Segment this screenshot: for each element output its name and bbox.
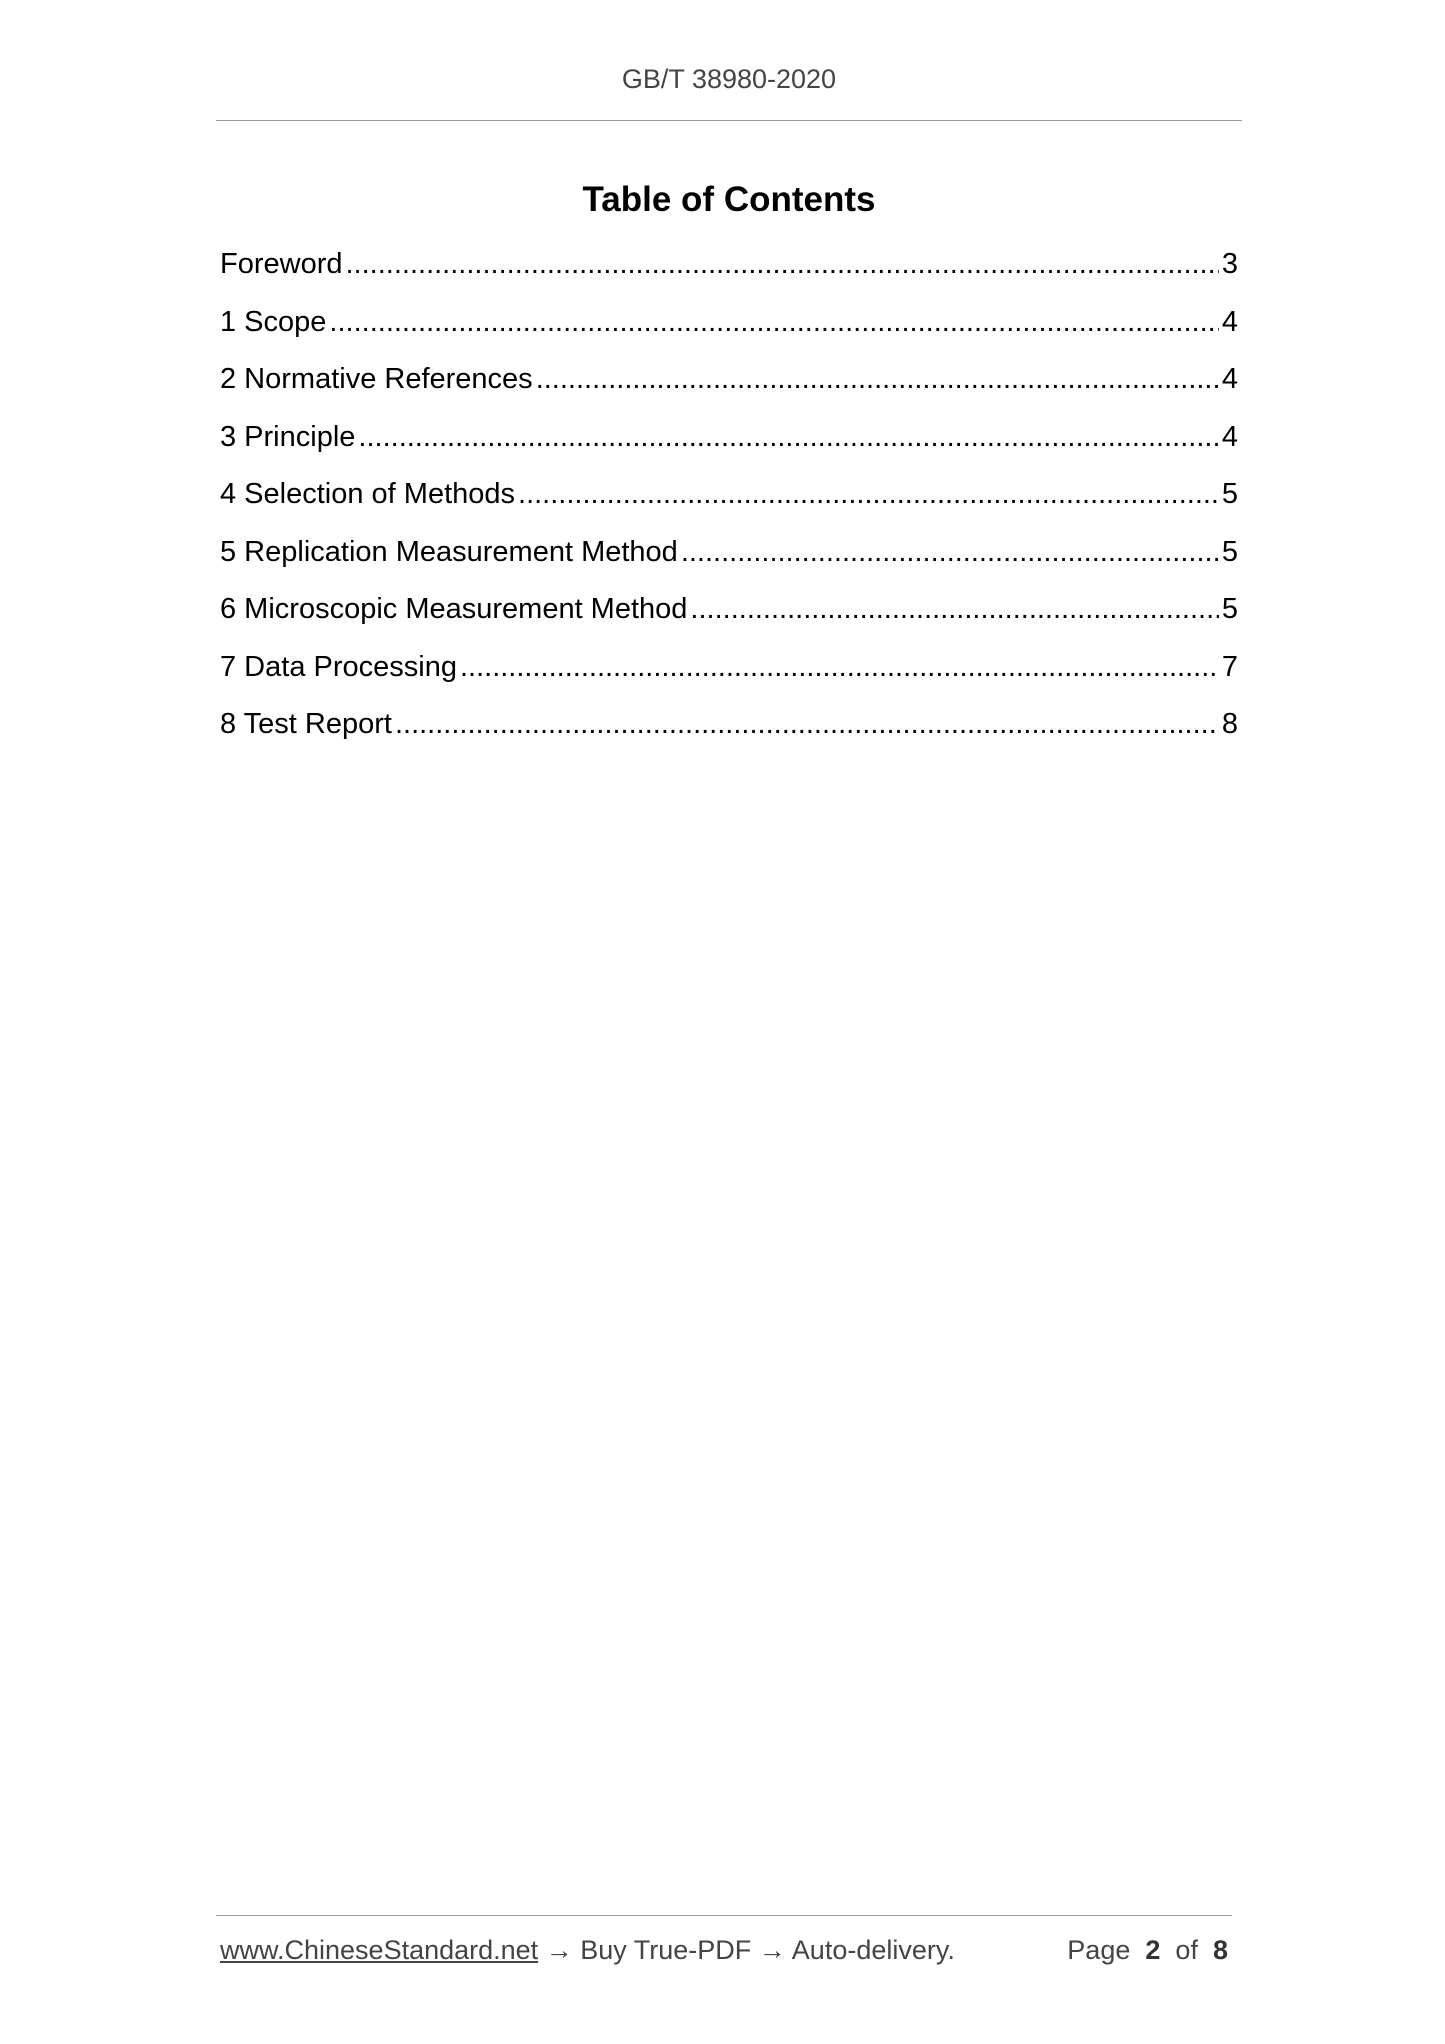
toc-entry-page: 4	[1221, 363, 1238, 395]
toc-entry-label: 7 Data Processing	[220, 650, 457, 683]
toc-entry-page: 7	[1221, 650, 1238, 683]
toc-entry-page: 5	[1221, 593, 1238, 625]
toc-entry-scope[interactable]	[220, 306, 1238, 364]
toc-list	[220, 248, 1238, 766]
toc-entry-label: 4 Selection of Methods	[220, 478, 516, 510]
current-page-number: 2	[1145, 1935, 1161, 1965]
toc-entry-page: 4	[1221, 420, 1238, 453]
toc-entry-selection-of-methods[interactable]	[220, 478, 1238, 536]
toc-dot-leader	[690, 593, 1218, 626]
toc-dot-leader	[536, 363, 1219, 396]
toc-entry-label: 6 Microscopic Measurement Method	[220, 593, 688, 625]
page-header-standard-code: GB/T 38980-2020	[621, 64, 837, 94]
toc-entry-microscopic-measurement-method[interactable]	[220, 593, 1238, 651]
toc-entry-label: Foreword	[220, 248, 343, 280]
toc-entry-normative-references[interactable]	[220, 363, 1238, 421]
toc-entry-foreword[interactable]	[220, 248, 1238, 306]
toc-entry-data-processing[interactable]	[220, 651, 1238, 709]
toc-entry-label: 1 Scope	[220, 305, 327, 338]
toc-entry-page: 5	[1221, 535, 1238, 568]
toc-dot-leader	[681, 536, 1219, 569]
toc-entry-label: 8 Test Report	[220, 708, 392, 740]
footer-step-buy: Buy True-PDF	[580, 1935, 752, 1965]
toc-entry-label: 3 Principle	[220, 420, 356, 453]
toc-entry-principle[interactable]	[220, 421, 1238, 479]
arrow-right-icon: →	[758, 1935, 786, 1965]
header-divider	[216, 120, 1242, 121]
footer-step-delivery: Auto-delivery.	[791, 1935, 955, 1965]
toc-entry-replication-measurement-method[interactable]	[220, 536, 1238, 594]
toc-entry-label: 2 Normative References	[220, 363, 533, 395]
toc-dot-leader	[346, 248, 1219, 281]
toc-title: Table of Contents	[582, 180, 876, 219]
toc-entry-label: 5 Replication Measurement Method	[220, 535, 678, 568]
footer-divider	[216, 1915, 1232, 1916]
toc-dot-leader	[395, 708, 1219, 741]
page-footer	[220, 1935, 1232, 1966]
toc-entry-page: 3	[1221, 248, 1238, 280]
total-pages-number: 8	[1212, 1935, 1228, 1965]
page-indicator	[1067, 1935, 1228, 1966]
chinesestandard-link[interactable]: www.ChineseStandard.net	[220, 1935, 539, 1965]
page-word: Page	[1067, 1935, 1131, 1965]
arrow-right-icon: →	[545, 1935, 573, 1965]
toc-entry-page: 8	[1221, 708, 1238, 740]
toc-dot-leader	[358, 421, 1218, 454]
toc-dot-leader	[329, 306, 1218, 339]
toc-entry-page: 5	[1221, 478, 1238, 510]
toc-dot-leader	[518, 478, 1219, 511]
toc-entry-test-report[interactable]	[220, 708, 1238, 766]
toc-entry-page: 4	[1221, 305, 1238, 338]
toc-dot-leader	[460, 651, 1219, 684]
of-word: of	[1175, 1935, 1198, 1965]
